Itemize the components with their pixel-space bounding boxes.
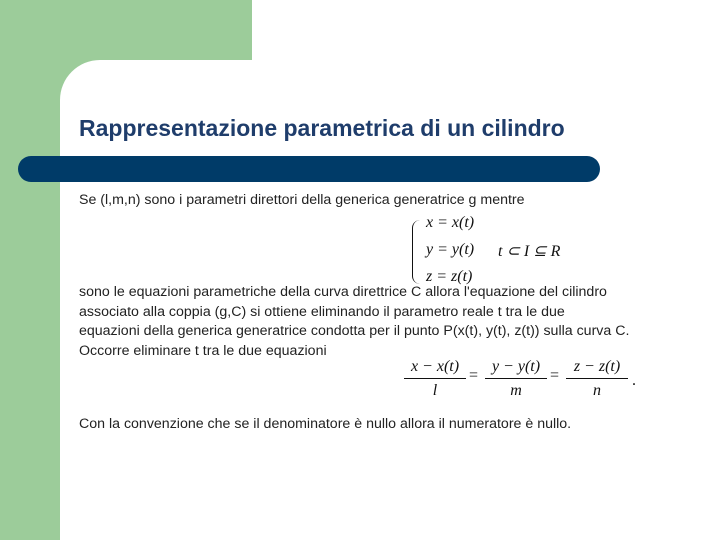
equation-x: x = x(t) xyxy=(426,214,475,231)
paragraph-body xyxy=(79,283,629,361)
slide-title: Rappresentazione parametrica di un cilindro xyxy=(79,115,565,141)
left-brace xyxy=(412,220,421,284)
fraction-x xyxy=(404,356,466,403)
equation-z: z = z(t) xyxy=(426,268,473,285)
paragraph-body-line: sono le equazioni parametriche della curva direttrice C allora l'equazione del cilindro xyxy=(79,284,607,300)
parametric-system xyxy=(408,214,588,286)
paragraph-body-line: equazioni della generica generatrice condotta per il punto P(x(t), y(t), z(t)) sulla curva C. xyxy=(79,323,630,339)
top-decorative-band xyxy=(0,0,252,60)
equation-end-dot: . xyxy=(632,372,636,389)
equals-sign: = xyxy=(550,367,560,384)
paragraph-body-line: Occorre eliminare t tra le due equazioni xyxy=(79,342,327,359)
parameter-domain: t ⊂ I ⊆ R xyxy=(498,243,561,260)
fraction-y xyxy=(485,356,547,403)
title-rule xyxy=(18,156,600,182)
paragraph-body-line: associato alla coppia (g,C) si ottiene eliminando il parametro reale t tra le due xyxy=(79,303,565,320)
left-decorative-band xyxy=(0,0,60,540)
numerator-y: y − y(t) xyxy=(485,356,547,379)
numerator-z: z − z(t) xyxy=(566,356,628,379)
denominator-n: n xyxy=(593,382,601,399)
equals-sign: = xyxy=(469,367,479,384)
paragraph-intro: Se (l,m,n) sono i parametri direttori della generica generatrice g mentre xyxy=(79,192,525,208)
denominator-l: l xyxy=(432,382,438,399)
denominator-m: m xyxy=(510,382,522,399)
paragraph-convention: Con la convenzione che se il denominatore è nullo allora il numeratore è nullo. xyxy=(79,416,572,432)
cylinder-equation xyxy=(400,356,650,406)
equation-y: y = y(t) xyxy=(426,241,475,258)
fraction-z xyxy=(566,356,628,403)
numerator-x: x − x(t) xyxy=(404,356,466,379)
